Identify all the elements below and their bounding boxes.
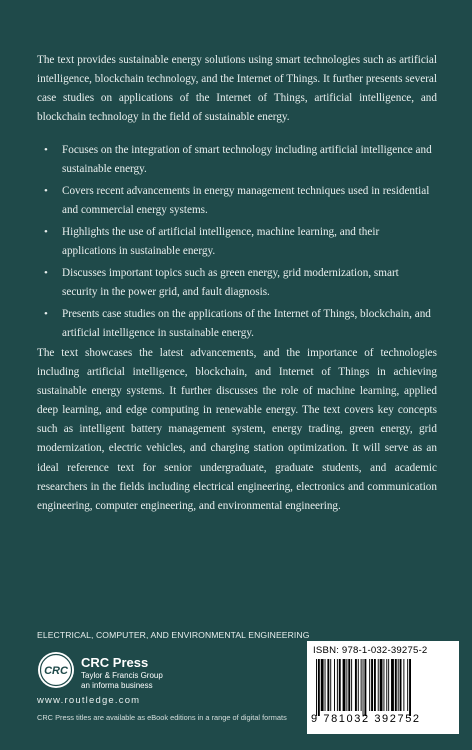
list-item-text: Focuses on the integration of smart technology including artificial intelligence and sustainable energy. bbox=[62, 144, 432, 175]
bullet-icon: • bbox=[44, 308, 48, 320]
list-item bbox=[40, 264, 432, 305]
logo-text: CRC bbox=[44, 665, 68, 677]
bullet-icon: • bbox=[44, 185, 48, 197]
body-paragraph: The text showcases the latest advancements, and the importance of technologies including artificial intelligence, blockchain, and Internet of Things in achieving sustainable energy systems. It further discusses the role of machine learning, applied deep learning, and edge computing in renewable energy. The text covers key concepts such as intelligent battery management system, energy trading, green energy, grid modernization, electric vehicles, and charging station optimization. It will serve as an ideal reference text for senior undergraduate, graduate students, and academic researchers in the fields including electrical engineering, electronics and communication engineering, computer engineering, and environmental engineering. bbox=[37, 347, 437, 512]
publisher-business: an informa business bbox=[81, 681, 153, 690]
isbn-barcode-box bbox=[307, 641, 459, 734]
list-item bbox=[40, 182, 432, 223]
list-item-text: Discusses important topics such as green energy, grid modernization, smart security in the power grid, and fault diagnosis. bbox=[62, 267, 399, 298]
series-title: ELECTRICAL, COMPUTER, AND ENVIRONMENTAL ENGINEERING bbox=[37, 630, 310, 640]
list-item-text: Highlights the use of artificial intelligence, machine learning, and their applications in sustainable energy. bbox=[62, 226, 380, 257]
list-item bbox=[40, 223, 432, 264]
barcode-icon bbox=[314, 659, 454, 716]
list-item-text: Presents case studies on the applications of the Internet of Things, blockchain, and artificial intelligence in sustainable energy. bbox=[62, 308, 431, 339]
isbn-label: ISBN: 978-1-032-39275-2 bbox=[313, 645, 428, 656]
list-item bbox=[40, 305, 432, 346]
publisher-website[interactable]: www.routledge.com bbox=[37, 695, 141, 706]
feature-list bbox=[40, 141, 432, 346]
bullet-icon: • bbox=[44, 144, 48, 156]
list-item bbox=[40, 141, 432, 182]
crc-logo-icon bbox=[37, 651, 75, 689]
bullet-icon: • bbox=[44, 226, 48, 238]
ebook-note: CRC Press titles are available as eBook editions in a range of digital formats bbox=[37, 713, 287, 722]
barcode-digits: 9 781032 392752 bbox=[311, 713, 421, 725]
publisher-block bbox=[81, 656, 163, 691]
list-item-text: Covers recent advancements in energy management techniques used in residential and commercial energy systems. bbox=[62, 185, 430, 216]
publisher-name: CRC Press bbox=[81, 655, 149, 670]
intro-paragraph: The text provides sustainable energy solutions using smart technologies such as artificial intelligence, blockchain technology, and the Internet of Things. It further presents several case studies on applications of the Internet of Things, artificial intelligence, and blockchain technology in the field of sustainable energy. bbox=[37, 54, 437, 123]
publisher-group: Taylor & Francis Group bbox=[81, 671, 163, 680]
bullet-icon: • bbox=[44, 267, 48, 279]
